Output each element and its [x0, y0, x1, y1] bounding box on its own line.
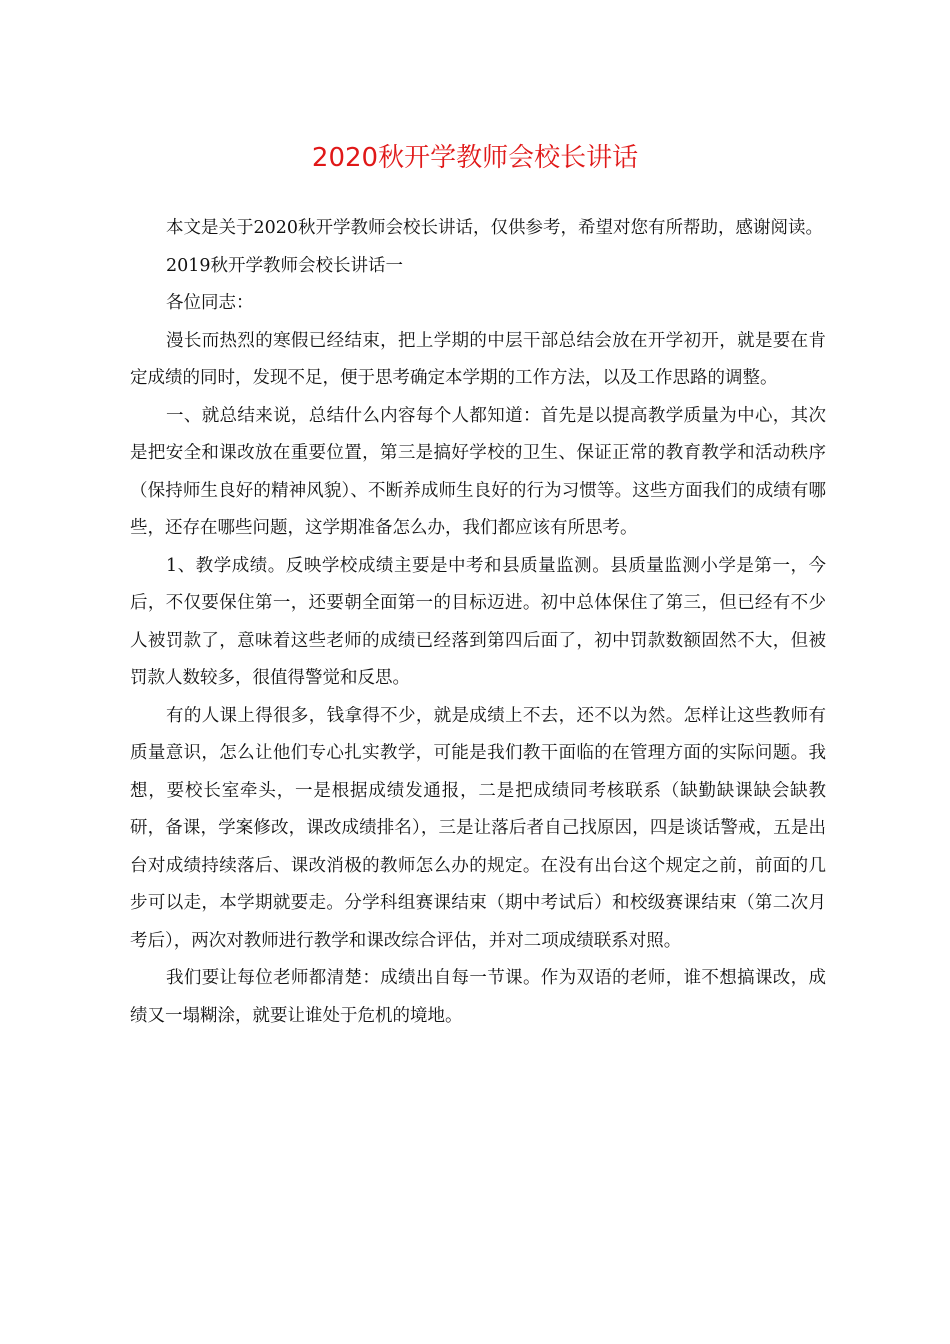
paragraph-section-one: 一、就总结来说，总结什么内容每个人都知道：首先是以提高教学质量为中心，其次是把安全和课改放在重要位置，第三是搞好学校的卫生、保证正常的教育教学和活动秩序（保持师生良好的精神风貌）、不断养成师生良好的行为习惯等。这些方面我们的成绩有哪些，还存在哪些问题，这学期准备怎么办，我们都应该有所思考。 — [130, 405, 826, 538]
paragraph-opening: 漫长而热烈的寒假已经结束，把上学期的中层干部总结会放在开学初开，就是要在肯定成绩的同时，发现不足，便于思考确定本学期的工作方法，以及工作思路的调整。 — [130, 330, 826, 388]
paragraph-closing: 我们要让每位老师都清楚：成绩出自每一节课。作为双语的老师，谁不想搞课改，成绩又一塌糊涂，就要让谁处于危机的境地。 — [130, 968, 826, 1026]
paragraph-teaching-results: 1、教学成绩。反映学校成绩主要是中考和县质量监测。县质量监测小学是第一，今后，不仅要保住第一，还要朝全面第一的目标迈进。初中总体保住了第三，但已经有不少人被罚款了，意味着这些老师的成绩已经落到第四后面了，初中罚款数额固然不大，但被罚款人数较多，很值得警觉和反思。 — [130, 555, 826, 688]
paragraph-subtitle: 2019秋开学教师会校长讲话一 — [166, 255, 404, 276]
paragraph-intro: 本文是关于2020秋开学教师会校长讲话，仅供参考，希望对您有所帮助，感谢阅读。 — [166, 218, 824, 238]
document-title: 2020秋开学教师会校长讲话 — [311, 143, 639, 173]
paragraph-salutation: 各位同志： — [166, 293, 254, 313]
paragraph-management: 有的人课上得很多，钱拿得不少，就是成绩上不去，还不以为然。怎样让这些教师有质量意识，怎么让他们专心扎实教学，可能是我们教干面临的在管理方面的实际问题。我想，要校长室牵头，一是根据成绩发通报，二是把成绩同考核联系（缺勤缺课缺会缺教研，备课，学案修改，课改成绩排名），三是让落后者自己找原因，四是谈话警戒，五是出台对成绩持续落后、课改消极的教师怎么办的规定。在没有出台这个规定之前，前面的几步可以走，本学期就要走。分学科组赛课结束（期中考试后）和校级赛课结束（第二次月考后），两次对教师进行教学和课改综合评估，并对二项成绩联系对照。 — [130, 705, 826, 951]
document-body — [130, 210, 826, 1035]
